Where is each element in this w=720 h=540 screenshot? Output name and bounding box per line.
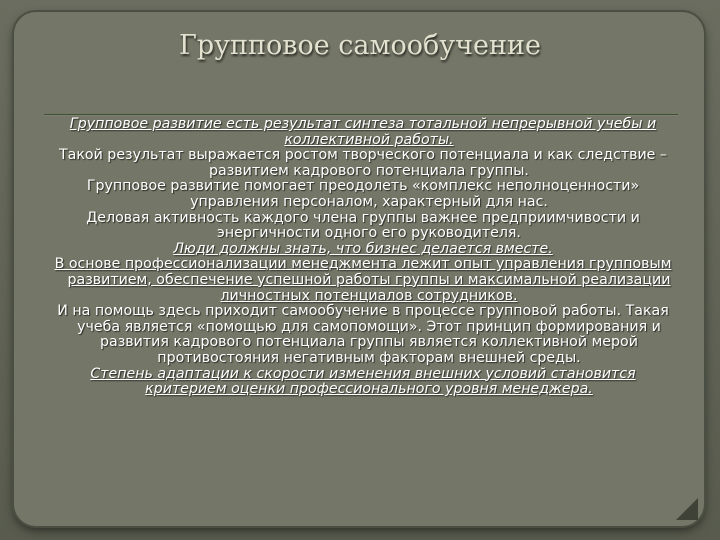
- slide-title: Групповое самообучение: [179, 30, 541, 61]
- paragraph-5: Люди должны знать, что бизнес делается вместе.: [173, 240, 553, 257]
- paragraph-3: Групповое развитие помогает преодолеть «комплекс неполноценности» управления персоналом, характерный для нас.: [86, 178, 640, 210]
- paragraph-2: Такой результат выражается ростом творческого потенциала и как следствие – развитием кадрового потенциала группы.: [58, 147, 668, 179]
- paragraph-7: И на помощь здесь приходит самообучение в процессе групповой работы. Такая учеба является «помощью для самопомощи». Этот принцип формирования и развития кадрового потенциала группы является коллективной мерой противостояния негативным факторам внешней среды.: [57, 303, 669, 366]
- corner-accent: [676, 498, 698, 520]
- paragraph-6: В основе профессионализации менеджмента лежит опыт управления групповым развитием, обеспечение успешной работы группы и максимальной реализации личностных потенциалов сотрудников.: [54, 256, 672, 304]
- title-divider: [44, 114, 678, 115]
- paragraph-8: Степень адаптации к скорости изменения внешних условий становится критерием оценки профессионального уровня менеджера.: [90, 365, 636, 398]
- paragraph-1: Групповое развитие есть результат синтеза тотальной непрерывной учебы и коллективной работы.: [69, 116, 657, 148]
- slide-body: [48, 117, 678, 398]
- paragraph-4: Деловая активность каждого члена группы важнее предприимчивости и энергичности одного его руководителя.: [86, 209, 640, 242]
